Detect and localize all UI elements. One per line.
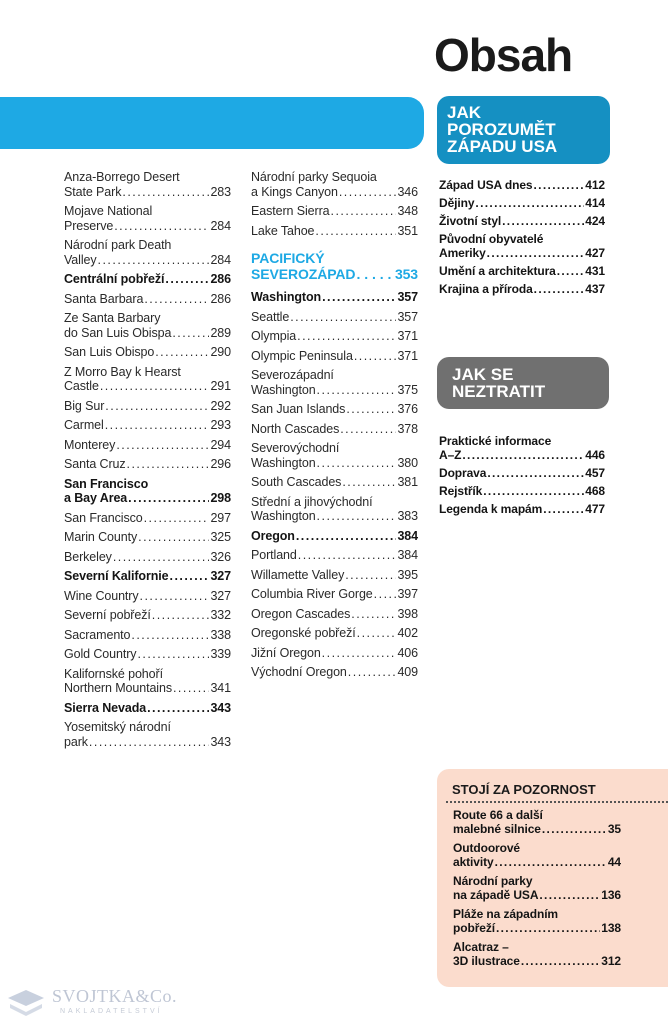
toc-entry-page: 286 [210,291,231,306]
toc-entry-label: Anza-Borrego Desert [64,170,180,184]
toc-entry-label: Praktické informace [439,434,552,448]
toc-entry[interactable] [251,250,418,282]
toc-entry-label: 3D ilustrace [453,954,520,968]
toc-entry[interactable] [251,607,418,622]
toc-entry-label: Santa Barbara [64,291,144,306]
toc-entry[interactable] [64,530,231,545]
toc-entry-page: 348 [397,204,418,218]
toc-entry-label: State Park [64,184,122,199]
leader-dots [315,224,396,239]
leader-dots [127,457,210,472]
leader-dots [137,647,209,662]
leader-dots [105,399,209,414]
box-line: ZÁPADU USA [447,137,558,156]
box-line: POROZUMĚT [447,120,556,139]
header-banner [0,97,424,149]
toc-entry[interactable] [64,477,231,506]
toc-entry[interactable] [64,204,231,233]
toc-entry-page: 332 [210,608,231,622]
toc-entry-label: Oregon Cascades [251,606,351,621]
leader-dots [98,253,210,268]
toc-entry[interactable] [453,907,621,935]
toc-entry[interactable] [453,874,621,902]
toc-entry-page: 378 [397,421,418,436]
leader-dots [138,530,209,545]
toc-entry-page: 327 [210,569,231,583]
toc-entry[interactable] [453,940,621,968]
toc-entry-page: 338 [210,627,231,642]
leader-dots [374,587,397,602]
leader-dots [462,448,584,462]
toc-entry-page: 339 [210,647,231,661]
leader-dots [534,178,585,192]
toc-entry-page: 431 [585,264,605,278]
toc-entry-label: Severozápadní [251,368,334,382]
toc-entry[interactable] [251,441,418,470]
toc-entry-label: Castle [64,379,99,393]
toc-entry-page: 292 [210,398,231,413]
publisher-logo-text: SVOJTKA&Co. [52,986,178,1006]
leader-dots [317,509,397,524]
toc-entry-page: 289 [210,325,231,340]
toc-entry[interactable] [439,264,605,278]
toc-entry[interactable] [251,548,418,563]
toc-entry[interactable] [64,569,231,584]
toc-entry[interactable] [64,418,231,433]
toc-entry[interactable] [64,292,231,307]
toc-entry-label: a Bay Area [64,491,128,505]
toc-entry-label: Seattle [251,309,290,324]
leader-dots [100,379,210,394]
toc-entry-page: 380 [397,455,418,470]
toc-entry-label: San Francisco [64,476,149,491]
toc-entry-page: 384 [397,528,418,543]
toc-entry[interactable] [453,841,621,869]
toc-entry-label: San Juan Islands [251,402,346,416]
toc-entry[interactable] [251,170,418,199]
toc-box1-list [439,178,605,300]
toc-entry-label: San Luis Obispo [64,345,155,359]
toc-entry-label: Mojave National [64,204,153,218]
leader-dots [165,272,209,287]
divider [446,801,668,803]
toc-entry-page: 402 [397,626,418,640]
toc-entry[interactable] [64,438,231,453]
toc-entry-page: 427 [585,246,605,260]
leader-dots [348,665,397,680]
toc-entry[interactable] [251,665,418,680]
toc-entry[interactable] [453,808,621,836]
toc-entry-label: Oregonské pobřeží [251,626,356,640]
toc-entry-page: 290 [210,345,231,359]
toc-entry[interactable] [64,238,231,267]
toc-entry-page: 468 [585,484,605,498]
toc-entry-page: 383 [397,509,418,523]
toc-entry[interactable] [251,568,418,583]
toc-entry-page: 294 [210,437,231,452]
leader-dots [131,628,209,643]
toc-entry-page: 409 [397,665,418,679]
leader-dots [322,290,396,305]
toc-entry-page: 293 [210,418,231,432]
toc-entry-label: Pláže na západním [453,907,558,921]
toc-entry[interactable] [439,282,605,296]
toc-entry-page: 341 [210,681,231,695]
toc-entry-label: aktivity [453,855,494,869]
toc-entry-label: North Cascades [251,421,340,436]
leader-dots [297,329,396,344]
toc-entry-page: 424 [585,214,605,228]
leader-dots [296,529,397,544]
toc-entry-label: PACIFICKÝ [251,250,325,266]
toc-entry-label: Západ USA dnes [439,178,533,192]
toc-entry-label: Washington [251,509,316,523]
toc-entry-label: Olympic Peninsula [251,348,353,363]
toc-entry[interactable] [251,495,418,524]
toc-entry[interactable] [439,484,605,498]
section-box-jak-se-neztratit[interactable] [437,357,609,409]
toc-entry-page: 136 [601,888,621,902]
leader-dots [331,204,397,219]
toc-entry-label: Původní obyvatelé [439,232,544,246]
toc-entry-page: 298 [210,491,231,505]
leader-dots [317,456,397,471]
toc-entry-label: Lake Tahoe [251,223,315,238]
box-line: NEZTRATIT [452,382,546,401]
toc-entry-page: 437 [585,282,605,296]
toc-entry-label: Národní parky [453,874,533,888]
toc-entry-page: 346 [397,184,418,199]
toc-entry-label: Sierra Nevada [64,700,147,715]
toc-entry[interactable] [64,647,231,662]
toc-entry[interactable] [64,170,231,199]
toc-entry-label: Severovýchodní [251,441,340,455]
toc-entry-label: Východní Oregon [251,665,347,679]
highlight-list [453,808,621,973]
toc-entry-label: Dějiny [439,196,475,210]
toc-entry-label: Alcatraz – [453,940,509,954]
toc-entry-label: Severní Kalifornie [64,569,169,583]
toc-entry-label: Krajina a příroda [439,282,533,296]
leader-dots [354,349,397,364]
toc-entry-page: 357 [397,290,418,304]
toc-entry-page: 412 [585,178,605,192]
toc-entry-label: pobřeží [453,921,495,935]
toc-entry-page: 325 [210,530,231,544]
toc-entry-label: Životní styl [439,214,502,228]
toc-entry-page: 284 [210,252,231,267]
toc-entry-label: malebné silnice [453,822,541,836]
toc-entry-label: Outdoorové [453,841,520,855]
toc-entry[interactable] [64,365,231,394]
box-line: JAK SE [452,365,514,384]
toc-entry-label: Centrální pobřeží [64,272,165,286]
toc-entry-page: 371 [397,329,418,343]
leader-dots [495,855,607,869]
toc-entry-page: 343 [210,700,231,715]
toc-entry[interactable] [64,608,231,623]
toc-entry[interactable] [251,422,418,437]
toc-entry-label: Wine Country [64,588,139,603]
leader-dots [475,196,584,210]
leader-dots [144,292,209,307]
leader-dots [116,438,209,453]
page-title: Obsah [434,29,573,81]
toc-entry[interactable] [64,311,231,340]
toc-entry[interactable] [64,667,231,696]
toc-entry-page: 395 [397,567,418,582]
leader-dots [144,511,210,526]
highlight-title: STOJÍ ZA POZORNOST [452,782,596,797]
toc-entry-label: Severní pobřeží [64,608,151,622]
leader-dots [173,681,209,696]
toc-entry-page: 357 [397,309,418,324]
leader-dots [356,266,394,282]
toc-entry[interactable] [439,214,605,228]
toc-entry-label: Gold Country [64,647,137,661]
leader-dots [487,246,585,260]
toc-entry-label: Willamette Valley [251,567,345,582]
toc-entry-label: Olympia [251,329,297,343]
toc-entry-label: Doprava [439,466,487,480]
toc-entry-label: Berkeley [64,549,112,564]
toc-entry[interactable] [64,399,231,414]
toc-entry[interactable] [251,329,418,344]
toc-entry-page: 376 [397,402,418,416]
leader-dots [155,345,209,360]
leader-dots [346,402,396,417]
toc-entry-label: San Francisco [64,510,143,525]
toc-entry-label: Národní park Death [64,238,172,252]
toc-entry-page: 384 [397,548,418,562]
leader-dots [342,475,396,490]
toc-entry-label: Eastern Sierra [251,204,330,218]
toc-entry[interactable] [251,310,418,325]
toc-entry-page: 343 [210,734,231,749]
leader-dots [152,608,210,623]
leader-dots [534,282,585,296]
toc-entry-page: 291 [210,379,231,393]
toc-entry-page: 353 [394,266,418,282]
toc-entry-label: Ameriky [439,246,486,260]
toc-entry[interactable] [64,628,231,643]
toc-entry-label: A–Z [439,448,462,462]
toc-entry-label: Rejstřík [439,484,483,498]
leader-dots [105,418,210,433]
toc-entry[interactable] [251,368,418,397]
leader-dots [114,219,209,234]
leader-dots [298,548,397,563]
toc-entry[interactable] [251,224,418,239]
toc-entry-label: South Cascades [251,475,342,489]
leader-dots [345,568,396,583]
leader-dots [340,422,396,437]
toc-entry-page: 446 [585,448,605,462]
toc-entry[interactable] [64,550,231,565]
toc-entry[interactable] [251,349,418,364]
toc-entry-label: Národní parky Sequoia [251,170,377,184]
leader-dots [542,822,607,836]
toc-entry[interactable] [251,626,418,641]
toc-entry-label: Z Morro Bay k Hearst [64,364,181,379]
toc-entry-page: 406 [397,645,418,660]
toc-entry-label: Santa Cruz [64,457,126,471]
leader-dots [339,185,397,200]
toc-entry-page: 398 [397,606,418,621]
toc-entry-label: Washington [251,382,316,397]
toc-entry-page: 326 [210,549,231,564]
toc-entry-label: Jižní Oregon [251,645,321,660]
toc-entry-page: 375 [397,382,418,397]
toc-entry-label: a Kings Canyon [251,184,338,199]
leader-dots [113,550,210,565]
leader-dots [317,383,397,398]
toc-entry[interactable] [64,272,231,287]
toc-entry-label: Monterey [64,437,116,452]
leader-dots [557,264,585,278]
leader-dots [351,607,396,622]
toc-entry[interactable] [439,502,605,516]
leader-dots [539,888,600,902]
toc-entry[interactable] [251,646,418,661]
toc-entry-page: 477 [585,502,605,516]
toc-entry-page: 284 [210,218,231,233]
toc-entry-label: SEVEROZÁPAD [251,266,356,282]
leader-dots [140,589,210,604]
toc-entry-label: Portland [251,548,297,562]
leader-dots [147,701,209,716]
leader-dots [543,502,584,516]
toc-entry-page: 296 [210,457,231,471]
toc-entry[interactable] [251,402,418,417]
toc-entry-label: Sacramento [64,627,131,642]
leader-dots [487,466,584,480]
toc-box2-list [439,434,605,520]
leader-dots [170,569,210,584]
toc-entry[interactable] [64,511,231,526]
toc-entry-page: 414 [585,196,605,210]
toc-entry[interactable] [439,196,605,210]
toc-entry-label: Carmel [64,418,104,432]
toc-entry[interactable] [64,720,231,749]
publisher-logo-subtext: NAKLADATELSTVÍ [60,1008,163,1015]
leader-dots [89,735,210,750]
toc-entry-label: Valley [64,252,97,267]
toc-entry-label: Ze Santa Barbary [64,311,161,325]
toc-entry-page: 283 [210,184,231,199]
toc-entry-label: Big Sur [64,398,105,413]
toc-entry-page: 297 [210,510,231,525]
leader-dots [322,646,397,661]
toc-entry-label: Yosemitský národní [64,720,171,734]
leader-dots [357,626,397,641]
toc-entry-label: Northern Mountains [64,681,172,695]
leader-dots [122,185,209,200]
toc-entry[interactable] [439,232,605,260]
toc-entry-label: Střední a jihovýchodní [251,494,373,509]
toc-entry-label: Oregon [251,528,295,543]
toc-entry-label: Route 66 a další [453,808,543,822]
toc-entry-page: 381 [397,475,418,489]
leader-dots [496,921,600,935]
toc-entry-label: Columbia River Gorge [251,587,373,601]
toc-entry[interactable] [64,589,231,604]
toc-entry[interactable] [439,178,605,192]
toc-entry-label: na západě USA [453,888,539,902]
section-box-jak-porozumet[interactable] [437,96,610,164]
leader-dots [521,954,600,968]
toc-entry[interactable] [251,204,418,219]
toc-entry[interactable] [64,701,231,716]
toc-entry-page: 35 [607,822,621,836]
leader-dots [483,484,584,498]
toc-middle-column [251,170,418,685]
toc-entry[interactable] [251,475,418,490]
toc-entry-label: Washington [251,290,322,304]
toc-entry-label: park [64,734,88,749]
toc-entry-page: 351 [397,223,418,238]
toc-entry-page: 371 [397,348,418,363]
toc-left-column [64,170,231,754]
toc-entry[interactable] [439,434,605,462]
leader-dots [502,214,584,228]
leader-dots [290,310,396,325]
section-heading-pacificky-severozapad[interactable] [251,250,418,282]
toc-entry-label: do San Luis Obispa [64,325,172,340]
toc-entry-label: Marin County [64,530,138,544]
toc-entry-label: Umění a architektura [439,264,556,278]
toc-entry-page: 457 [585,466,605,480]
toc-entry-page: 286 [210,272,231,286]
toc-entry[interactable] [251,529,418,544]
toc-entry-label: Preserve [64,218,114,233]
toc-entry[interactable] [251,587,418,602]
toc-entry-page: 138 [601,921,621,935]
toc-entry-page: 397 [397,587,418,601]
toc-entry-label: Washington [251,455,316,470]
toc-entry[interactable] [251,290,418,305]
toc-entry-label: Kalifornské pohoří [64,666,163,681]
toc-entry-label: Legenda k mapám [439,502,543,516]
toc-entry[interactable] [64,345,231,360]
toc-entry-page: 327 [210,588,231,603]
toc-entry[interactable] [64,457,231,472]
leader-dots [172,326,209,341]
box-line: JAK [447,103,482,122]
toc-entry-page: 312 [601,954,621,968]
leader-dots [128,491,209,506]
toc-entry-page: 44 [607,855,621,869]
toc-entry[interactable] [439,466,605,480]
